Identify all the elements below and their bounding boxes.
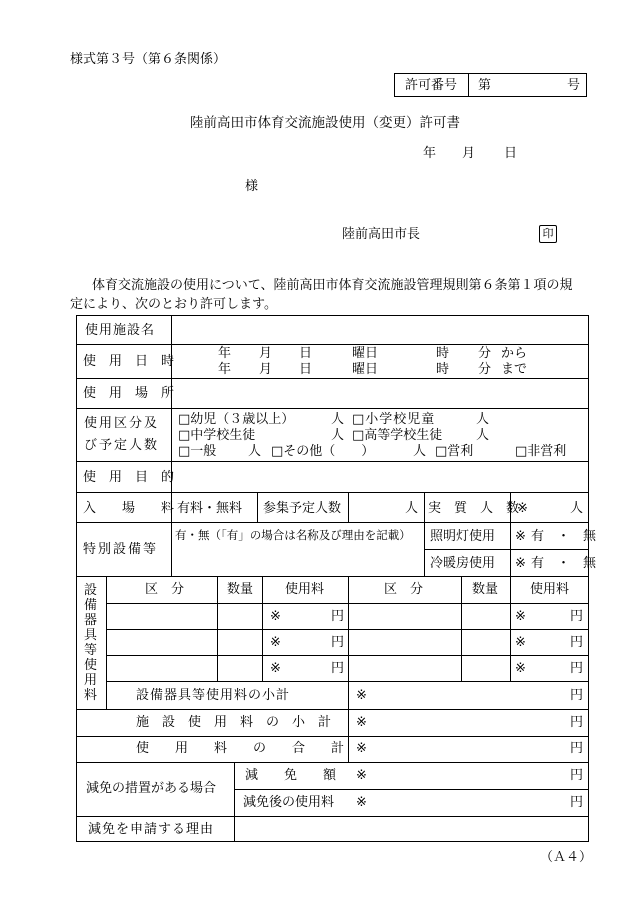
col-fee-1: 使用料 bbox=[285, 582, 325, 597]
cat-general-checkbox[interactable]: □一般 bbox=[178, 444, 217, 459]
body-text-line2: 定により、次のとおり許可します。 bbox=[70, 297, 277, 312]
after-reduction-en: 円 bbox=[570, 795, 584, 810]
dt-end-nen: 年 bbox=[218, 362, 232, 377]
cat-other-nin: 人 bbox=[413, 444, 427, 459]
equip-r3-mark-right: ※ bbox=[515, 661, 526, 676]
document-title: 陸前高田市体育交流施設使用（変更）許可書 bbox=[190, 115, 460, 131]
total-mark: ※ bbox=[356, 741, 367, 756]
cat-hs-checkbox[interactable]: □高等学校生徒 bbox=[352, 428, 443, 443]
actual-count-label: 実 質 人 数 bbox=[428, 501, 520, 516]
dt-start-kara: から bbox=[501, 346, 528, 361]
date-hi: 日 bbox=[504, 146, 518, 161]
category-label-line2: び予定人数 bbox=[84, 438, 160, 453]
cat-general-nin: 人 bbox=[248, 444, 262, 459]
dt-start-fun: 分 bbox=[478, 346, 492, 361]
equip-r1-mark-right: ※ bbox=[515, 609, 526, 624]
col-qty-1: 数量 bbox=[227, 582, 254, 597]
cat-profit-checkbox[interactable]: □営利 bbox=[435, 444, 474, 459]
equip-r3-en-right: 円 bbox=[570, 661, 584, 676]
equip-r2-en-left: 円 bbox=[331, 635, 345, 650]
cat-jhs-checkbox[interactable]: □中学校生徒 bbox=[178, 428, 256, 443]
total-en: 円 bbox=[570, 741, 584, 756]
permit-number-label: 許可番号 bbox=[405, 78, 458, 93]
reduction-reason-label: 減免を申請する理由 bbox=[88, 822, 215, 837]
reduction-amount-label: 減 免 額 bbox=[245, 768, 337, 783]
cat-infant-nin: 人 bbox=[331, 412, 345, 427]
after-reduction-label: 減免後の使用料 bbox=[243, 795, 335, 810]
cat-nonprofit-checkbox[interactable]: □非営利 bbox=[515, 444, 567, 459]
datetime-label: 使 用 日 時 bbox=[83, 354, 175, 369]
dt-start-youbi: 曜日 bbox=[352, 346, 379, 361]
facility-subtotal-mark: ※ bbox=[356, 715, 367, 730]
admission-label: 入 場 料 bbox=[83, 501, 175, 516]
aircon-label: 冷暖房使用 bbox=[430, 556, 496, 571]
actual-count-nin: 人 bbox=[570, 501, 584, 516]
dt-end-youbi: 曜日 bbox=[352, 362, 379, 377]
date-tsuki: 月 bbox=[462, 146, 476, 161]
equip-vlabel-6: 用 bbox=[84, 673, 98, 688]
equip-r3-mark-left: ※ bbox=[270, 661, 281, 676]
lighting-mark: ※ bbox=[515, 529, 526, 544]
body-text-line1: 体育交流施設の使用について、陸前高田市体育交流施設管理規則第６条第１項の規 bbox=[92, 278, 573, 293]
cat-elem-checkbox[interactable]: □小学校児童 bbox=[352, 412, 436, 427]
equip-r1-mark-left: ※ bbox=[270, 609, 281, 624]
equip-vlabel-4: 等 bbox=[84, 643, 98, 658]
equip-r2-mark-left: ※ bbox=[270, 635, 281, 650]
category-label-line1: 使用区分及 bbox=[84, 416, 160, 431]
aircon-mark: ※ bbox=[515, 556, 526, 571]
equip-vlabel-7: 料 bbox=[84, 688, 98, 703]
equip-subtotal-mark: ※ bbox=[356, 688, 367, 703]
dt-end-hi: 日 bbox=[299, 362, 313, 377]
expected-attendees-label: 参集予定人数 bbox=[263, 501, 342, 516]
reduction-amount-en: 円 bbox=[570, 768, 584, 783]
total-label: 使 用 料 の 合 計 bbox=[136, 741, 345, 756]
equip-r1-en-left: 円 bbox=[331, 609, 345, 624]
col-category-2: 区 分 bbox=[384, 582, 424, 597]
cat-elem-nin: 人 bbox=[476, 412, 490, 427]
purpose-label: 使 用 目 的 bbox=[83, 470, 175, 485]
special-equipment-note[interactable]: 有・無（「有」の場合は名称及び理由を記載） bbox=[175, 528, 411, 542]
equip-subtotal-label: 設備器具等使用料の小計 bbox=[136, 688, 291, 703]
equip-vlabel-3: 具 bbox=[84, 628, 98, 643]
permit-number-box bbox=[394, 73, 587, 97]
paid-free-option[interactable]: 有料・無料 bbox=[177, 501, 243, 516]
equip-subtotal-en: 円 bbox=[570, 688, 584, 703]
facility-name-label: 使用施設名 bbox=[85, 323, 156, 338]
dt-end-tsuki: 月 bbox=[259, 362, 273, 377]
reduction-amount-mark: ※ bbox=[356, 768, 367, 783]
form-number: 様式第３号（第６条関係） bbox=[70, 52, 227, 67]
dt-end-ji: 時 bbox=[436, 362, 450, 377]
dt-start-tsuki: 月 bbox=[259, 346, 273, 361]
addressee-suffix: 様 bbox=[245, 179, 259, 194]
equip-vlabel-2: 器 bbox=[84, 613, 98, 628]
cat-jhs-nin: 人 bbox=[331, 428, 345, 443]
actual-count-mark: ※ bbox=[517, 501, 528, 516]
facility-subtotal-label: 施 設 使 用 料 の 小 計 bbox=[136, 715, 332, 730]
seal-mark: 印 bbox=[539, 225, 557, 243]
equip-r2-mark-right: ※ bbox=[515, 635, 526, 650]
equip-vlabel-1: 備 bbox=[84, 598, 98, 613]
col-fee-2: 使用料 bbox=[530, 582, 570, 597]
dt-end-made: まで bbox=[501, 362, 528, 377]
equip-vlabel-0: 設 bbox=[84, 583, 98, 598]
after-reduction-mark: ※ bbox=[356, 795, 367, 810]
issuer-name: 陸前高田市長 bbox=[342, 227, 421, 242]
date-nen: 年 bbox=[423, 146, 437, 161]
permit-go: 号 bbox=[567, 78, 581, 93]
permit-dai: 第 bbox=[478, 78, 492, 93]
dt-start-ji: 時 bbox=[436, 346, 450, 361]
equip-r1-en-right: 円 bbox=[570, 609, 584, 624]
cat-hs-nin: 人 bbox=[476, 428, 490, 443]
col-category-1: 区 分 bbox=[145, 582, 185, 597]
lighting-label: 照明灯使用 bbox=[430, 529, 496, 544]
equip-vlabel-5: 使 bbox=[84, 658, 98, 673]
place-label: 使 用 場 所 bbox=[83, 386, 175, 401]
dt-start-hi: 日 bbox=[299, 346, 313, 361]
cat-other-checkbox[interactable]: □その他（ ） bbox=[271, 444, 375, 459]
paper-size-note: （Ａ４） bbox=[540, 850, 593, 865]
lighting-yes-no[interactable]: 有 ・ 無 bbox=[531, 529, 597, 544]
equip-r3-en-left: 円 bbox=[331, 661, 345, 676]
dt-start-nen: 年 bbox=[218, 346, 232, 361]
cat-infant-checkbox[interactable]: □幼児（３歳以上） bbox=[178, 412, 295, 427]
dt-end-fun: 分 bbox=[478, 362, 492, 377]
expected-attendees-nin: 人 bbox=[405, 501, 419, 516]
col-qty-2: 数量 bbox=[472, 582, 499, 597]
facility-subtotal-en: 円 bbox=[570, 715, 584, 730]
aircon-yes-no[interactable]: 有 ・ 無 bbox=[531, 556, 597, 571]
special-equipment-label: 特別設備等 bbox=[83, 542, 159, 557]
equip-r2-en-right: 円 bbox=[570, 635, 584, 650]
reduction-case-label: 減免の措置がある場合 bbox=[86, 781, 217, 796]
